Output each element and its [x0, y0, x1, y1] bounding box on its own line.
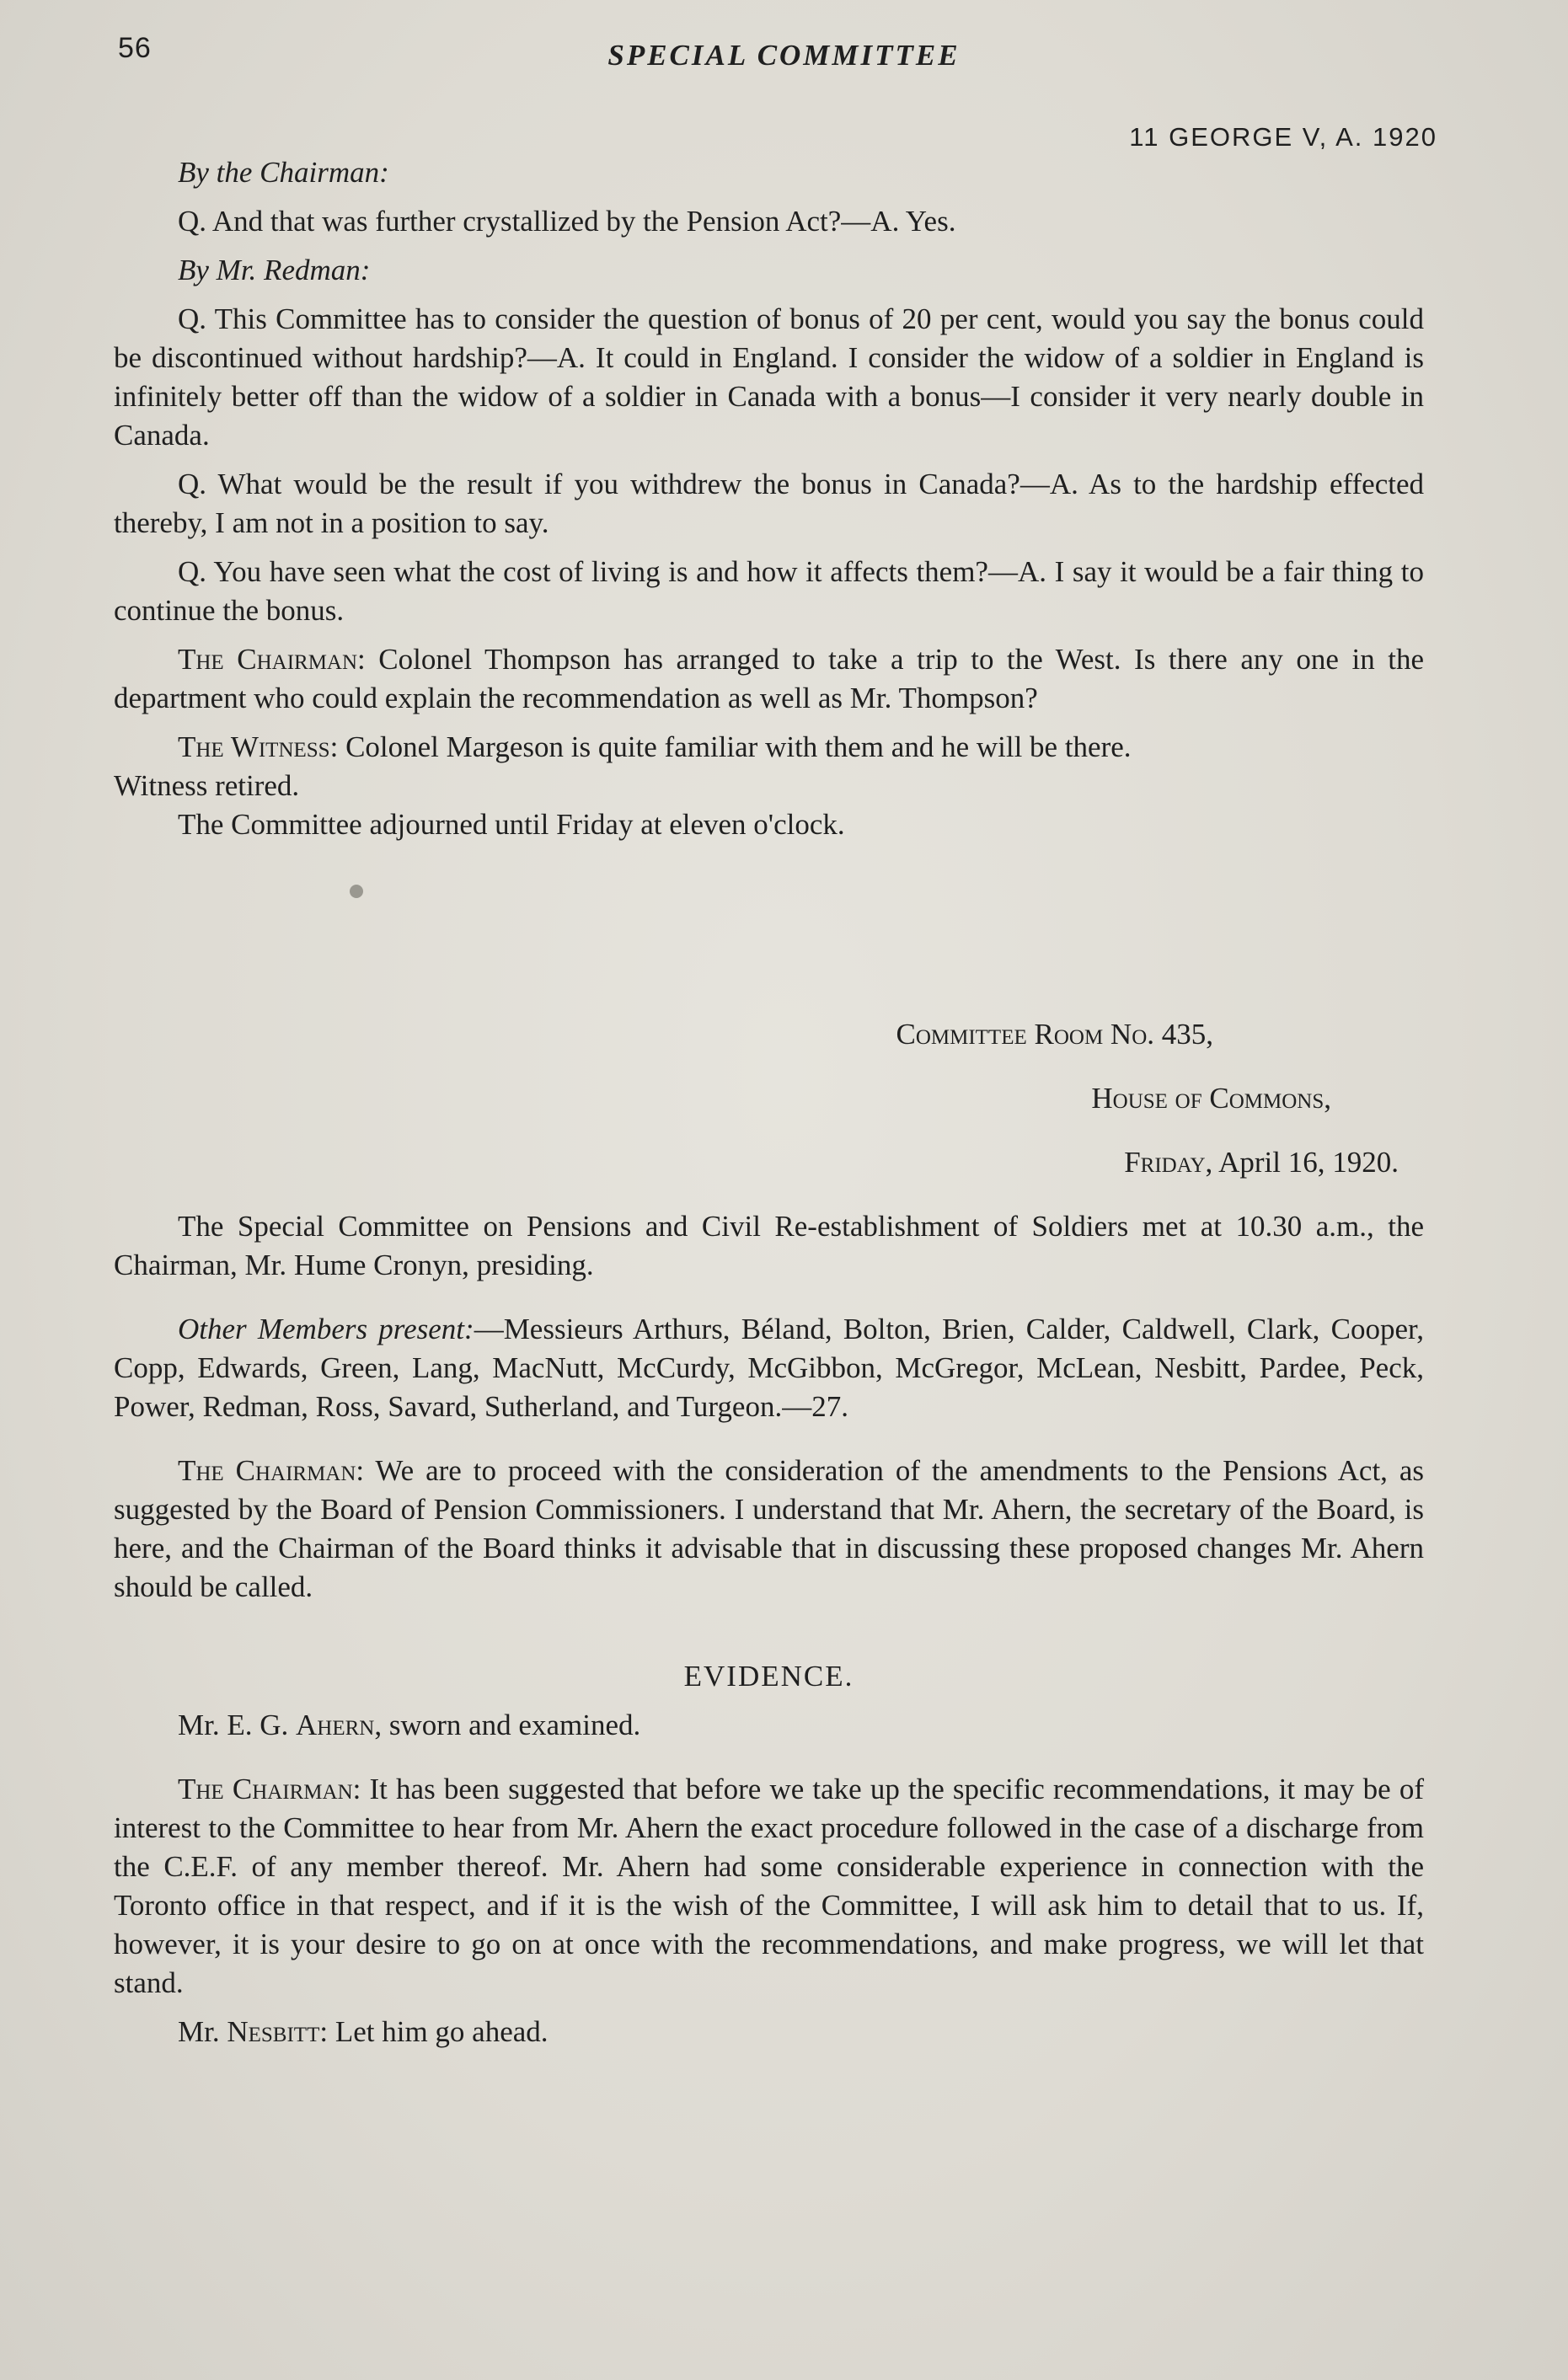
speech-text: We are to proceed with the consideration of the amendments to the Pensions Act, as suggested by the Board of Pension Commissioners. I understand that Mr. Ahern, the secretary of the Board, is here, and the Chairman of the Board thinks it advisable that in discussing these proposed changes Mr. Ahern should be called.: [114, 1454, 1424, 1603]
paragraph-q1: Q. And that was further crystallized by the Pension Act?—A. Yes.: [178, 205, 956, 238]
speaker-prefix: Mr.: [178, 2015, 227, 2048]
evidence-heading: EVIDENCE.: [683, 1660, 854, 1693]
session-date: [114, 1143, 1424, 1182]
running-head: SPECIAL COMMITTEE: [607, 39, 961, 72]
paragraph-nesbitt: [114, 2013, 1424, 2051]
session-block: [114, 1015, 1424, 2051]
speaker-heading: By Mr. Redman:: [178, 254, 371, 286]
members-label: Other Members present:: [178, 1313, 474, 1345]
paragraph-members: [114, 1310, 1424, 1426]
sworn-prefix: Mr. E. G.: [178, 1709, 296, 1741]
speaker-label: The Chairman:: [178, 1454, 365, 1487]
speaker-label: The Chairman:: [178, 1773, 361, 1805]
speech-text: It has been suggested that before we take up the specific recommendations, it may be of interest to the Committee to hear from Mr. Ahern the exact procedure followed in the case of a discharge from the C.E.F. of any member thereof. Mr. Ahern had some considerable experience in connection with the Toronto office in that respect, and if it is the wish of the Committee, I will ask him to detail that to us. If, however, it is your desire to go on at once with the recommendations, and make progress, we will let that stand.: [114, 1773, 1424, 1999]
date-text: April 16, 1920.: [1212, 1146, 1399, 1179]
ink-dot: [350, 885, 363, 898]
speech-text: Colonel Thompson has arranged to take a trip to the West. Is there any one in the department who could explain the recommendation as well as Mr. Thompson?: [114, 643, 1424, 714]
speaker-label: The Chairman:: [178, 643, 366, 676]
paragraph-met: The Special Committee on Pensions and Civil Re-establishment of Soldiers met at 10.30 a.m., the Chairman, Mr. Hume Cronyn, presiding.: [114, 1210, 1424, 1281]
speaker-label: Nesbitt:: [227, 2015, 329, 2048]
members-list: —Messieurs Arthurs, Béland, Bolton, Brien, Calder, Caldwell, Clark, Cooper, Copp, Edwards, Green, Lang, MacNutt, McCurdy, McGibbon, McGregor, McLean, Nesbitt, Pardee, Peck, Power, Redman, Ross, Savard, Sutherland, and Turgeon.—27.: [114, 1313, 1424, 1423]
paragraph-q4: Q. You have seen what the cost of living is and how it affects them?—A. I say it would be a fair thing to continue the bonus.: [114, 555, 1424, 627]
date-day: Friday,: [1124, 1146, 1213, 1179]
witness-retired: Witness retired.: [114, 769, 300, 802]
speaker-heading: By the Chairman:: [178, 156, 389, 189]
regnal-year: 11 GEORGE V, A. 1920: [1129, 122, 1437, 152]
speech-text: Colonel Margeson is quite familiar with them and he will be there.: [338, 730, 1132, 763]
committee-room: Committee Room No. 435,: [896, 1018, 1213, 1051]
paragraph-chairman-3: [114, 1770, 1424, 2003]
speaker-label: The Witness:: [178, 730, 339, 763]
page-number: 56: [118, 32, 152, 64]
witness-name: Ahern,: [296, 1709, 383, 1741]
body-text: [114, 153, 1424, 844]
speech-text: Let him go ahead.: [328, 2015, 549, 2048]
paragraph-q3: Q. What would be the result if you withdrew the bonus in Canada?—A. As to the hardship effected thereby, I am not in a position to say.: [114, 468, 1424, 539]
paragraph-witness: [114, 728, 1424, 767]
sworn-line: [114, 1706, 1424, 1745]
paragraph-q2: Q. This Committee has to consider the question of bonus of 20 per cent, would you say the bonus could be discontinued without hardship?—A. It could in England. I consider the widow of a soldier in England is infinitely better off than the widow of a soldier in Canada with a bonus—I consider it very nearly double in Canada.: [114, 302, 1424, 452]
paragraph-chairman-1: [114, 640, 1424, 718]
house-of-commons: House of Commons,: [1091, 1082, 1331, 1115]
paragraph-chairman-2: [114, 1452, 1424, 1607]
adjourned-note: The Committee adjourned until Friday at eleven o'clock.: [178, 808, 845, 841]
sworn-suffix: sworn and examined.: [382, 1709, 641, 1741]
